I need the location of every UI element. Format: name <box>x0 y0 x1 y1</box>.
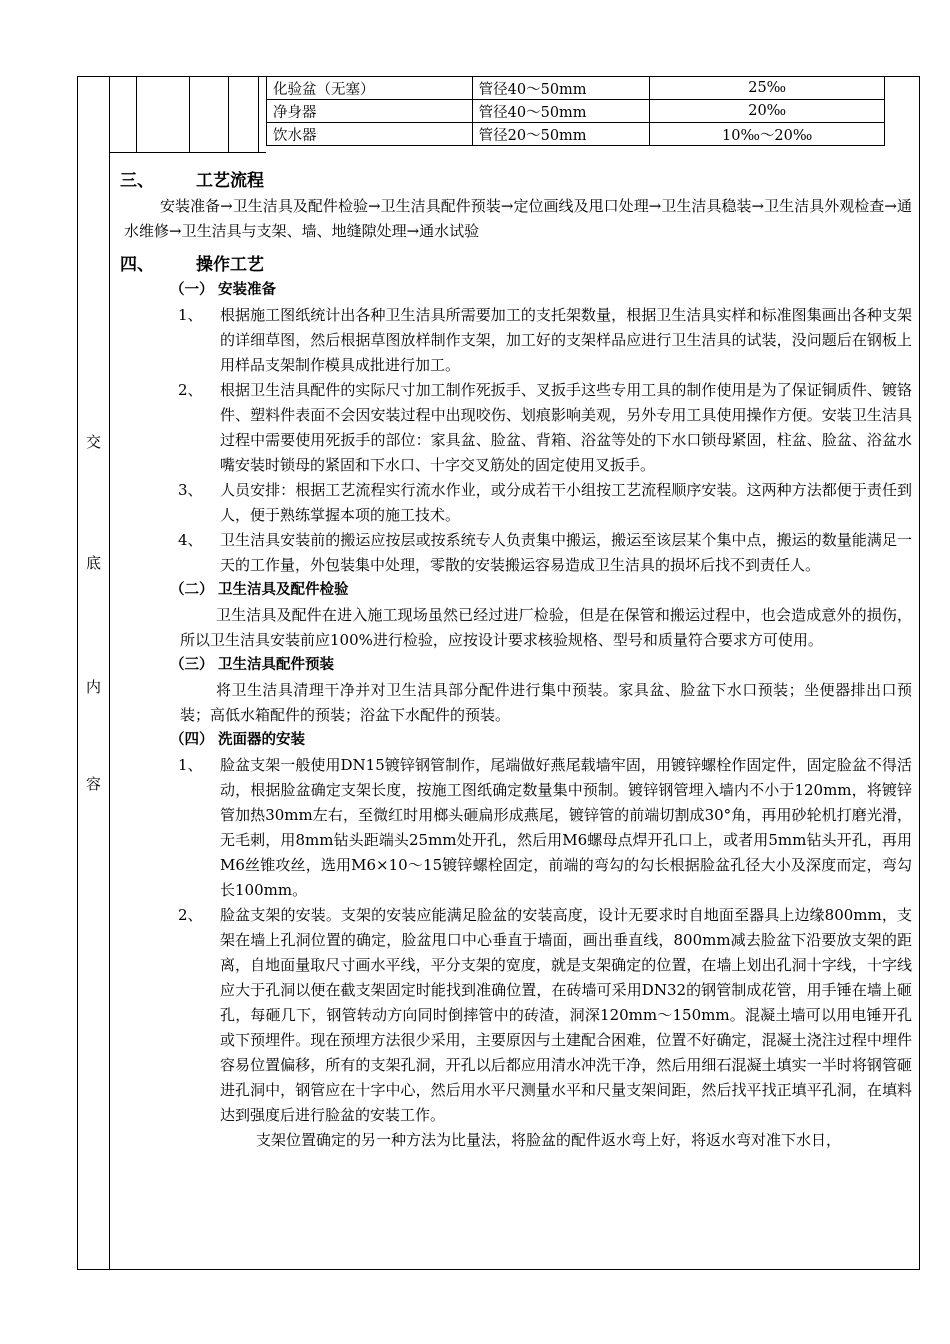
pipe-size: 管径40～50mm <box>472 77 650 100</box>
section-number: 三、 <box>120 171 154 191</box>
subsection-number: （二） <box>170 582 214 598</box>
item-number: 2、 <box>178 381 203 399</box>
subsection-title: 卫生洁具配件预装 <box>218 657 334 673</box>
section-title: 工艺流程 <box>196 171 264 191</box>
pipe-slope: 25‰ <box>650 77 885 100</box>
item-number: 2、 <box>178 906 203 924</box>
section-heading-process <box>120 168 912 194</box>
table-empty-col-line <box>228 76 229 153</box>
subsection-heading <box>170 653 912 678</box>
item-text: 人员安排：根据工艺流程实行流水作业，或分成若干小组按工艺流程顺序安装。这两种方法都便于责任到人，便于熟练掌握本项的施工技术。 <box>220 481 912 524</box>
item-number: 1、 <box>178 756 203 774</box>
subsection-title: 洗面器的安装 <box>218 732 305 748</box>
subsection-number: （三） <box>170 657 214 673</box>
list-item <box>120 903 912 1128</box>
fixture-name: 饮水器 <box>267 123 473 146</box>
subsection-heading <box>170 278 912 303</box>
preassembly-text: 将卫生洁具清理干净并对卫生洁具部分配件进行集中预装。家具盆、脸盆下水口预装；坐便器排出口预装；高低水箱配件的预装；浴盆下水配件的预装。 <box>180 681 912 724</box>
item-number: 4、 <box>178 531 203 549</box>
section-number: 四、 <box>120 255 154 275</box>
pipe-size: 管径40～50mm <box>472 100 650 123</box>
item-text: 根据卫生洁具配件的实际尺寸加工制作死扳手、叉扳手这些专用工具的制作使用是为了保证铜质件、镀铬件、塑料件表面不会因安装过程中出现咬伤、划痕影响美观，另外专用工具使用操作方便。安装卫生洁具过程中需要使用死扳手的部位：家具盆、脸盆、背箱、浴盆等处的下水口锁母紧固，柱盆、脸盆、浴盆水嘴安装时锁母的紧固和下水口、十字交叉筋处的固定使用叉扳手。 <box>220 381 912 474</box>
item-text: 脸盆支架的安装。支架的安装应能满足脸盆的安装高度，设计无要求时自地面至器具上边缘800mm，支架在墙上孔洞位置的确定，脸盆甩口中心垂直于墙面，画出垂直线，800mm减去脸盆下沿要放支架的距离，自地面量取尺寸画水平线，平分支架的宽度，就是支架确定的位置，在墙上划出孔洞十字线，十字线应大于孔洞以便在截支架固定时能找到准确位置，在砖墙可采用DN32的钢管制成花管，用手锤在墙上砸孔，每砸几下，钢管转动方向同时倒摔管中的砖渣，洞深120mm～150mm。混凝土墙可以用电锤开孔或下预埋件。现在预埋方法很少采用，主要原因与土建配合困难，位置不好确定，混凝土浇注过程中埋件容易位置偏移，所有的支架孔洞，开孔以后都应用清水冲洗干净，然后用细石混凝土填实一半时将钢管砸进孔洞中，钢管应在十字中心，然后用水平尺测量水平和尺量支架间距，然后找平找正填平孔洞，在填料达到强度后进行脸盆的安装工作。 <box>220 906 912 1124</box>
subsection-title: 安装准备 <box>218 282 276 298</box>
inspection-text: 卫生洁具及配件在进入施工现场虽然已经过进厂检验，但是在保管和搬运过程中，也会造成意外的损伤，所以卫生洁具安装前应100%进行检验，应按设计要求核验规格、型号和质量符合要求方可使用。 <box>180 606 912 649</box>
item-text: 根据施工图纸统计出各种卫生洁具所需要加工的支托架数量，根据卫生洁具实样和标准图集画出各种支架的详细草图，然后根据草图放样制作支架，加工好的支架样品应进行卫生洁具的试装，没问题后在钢板上用样品支架制作模具成批进行加工。 <box>220 306 912 374</box>
process-flow-text: 安装准备→卫生洁具及配件检验→卫生洁具配件预装→定位画线及甩口处理→卫生洁具稳装→卫生洁具外观检查→通水维修→卫生洁具与支架、墙、地缝隙处理→通水试验 <box>124 197 912 240</box>
drain-slope-table <box>266 76 885 146</box>
table-empty-bottom-line <box>110 152 266 153</box>
pipe-slope: 10‰～20‰ <box>650 123 885 146</box>
list-item <box>120 378 912 478</box>
list-item <box>120 528 912 578</box>
table-row <box>267 123 885 146</box>
fixture-name: 净身器 <box>267 100 473 123</box>
side-label-char-3: 内 <box>85 678 101 696</box>
subsection-title: 卫生洁具及配件检验 <box>218 582 349 598</box>
list-item <box>120 478 912 528</box>
table-empty-col-line <box>189 76 190 153</box>
pipe-slope: 20‰ <box>650 100 885 123</box>
document-body <box>120 166 912 1153</box>
section-heading-operation <box>120 252 912 278</box>
subsection-heading <box>170 578 912 603</box>
item-text: 卫生洁具安装前的搬运应按层或按系统专人负责集中搬运，搬运至该层某个集中点，搬运的数量能满足一天的工作量，外包装集中处理，零散的安装搬运容易造成卫生洁具的损坏后找不到责任人。 <box>220 531 912 574</box>
fixture-name: 化验盆（无塞） <box>267 77 473 100</box>
side-label-char-2: 底 <box>85 554 101 572</box>
side-label-char-1: 交 <box>85 433 101 451</box>
subsection-heading <box>170 728 912 753</box>
list-item <box>120 753 912 903</box>
table-empty-col-line <box>136 76 137 153</box>
section-title: 操作工艺 <box>196 255 264 275</box>
pipe-size: 管径20～50mm <box>472 123 650 146</box>
trailing-paragraph: 支架位置确定的另一种方法为比量法，将脸盆的配件返水弯上好，将返水弯对准下水日， <box>256 1131 842 1149</box>
table-row <box>267 100 885 123</box>
subsection-number: （一） <box>170 282 214 298</box>
item-number: 3、 <box>178 481 203 499</box>
item-text: 脸盆支架一般使用DN15镀锌钢管制作，尾端做好燕尾载墙牢固，用镀锌螺栓作固定件，固定脸盆不得活动，根据脸盆确定支架长度，按施工图纸确定数量集中预制。镀锌钢管埋入墙内不小于120mm，将镀锌管加热30mm左右，至微红时用榔头砸扁形成燕尾，镀锌管的前端切割成30°角，再用砂轮机打磨光滑，无毛刺，用8mm钻头距端头25mm处开孔，然后用M6螺母点焊开孔口上，或者用5mm钻头开孔，再用M6丝锥攻丝，选用M6×10～15镀锌螺栓固定，前端的弯勾的勾长根据脸盆孔径大小及深度而定，弯勾长100mm。 <box>220 756 912 899</box>
table-row <box>267 77 885 100</box>
item-number: 1、 <box>178 306 203 324</box>
side-label-char-4: 容 <box>85 775 101 793</box>
list-item <box>120 303 912 378</box>
subsection-number: （四） <box>170 732 214 748</box>
table-empty-col-line <box>258 76 259 153</box>
side-label-column <box>77 76 110 1270</box>
